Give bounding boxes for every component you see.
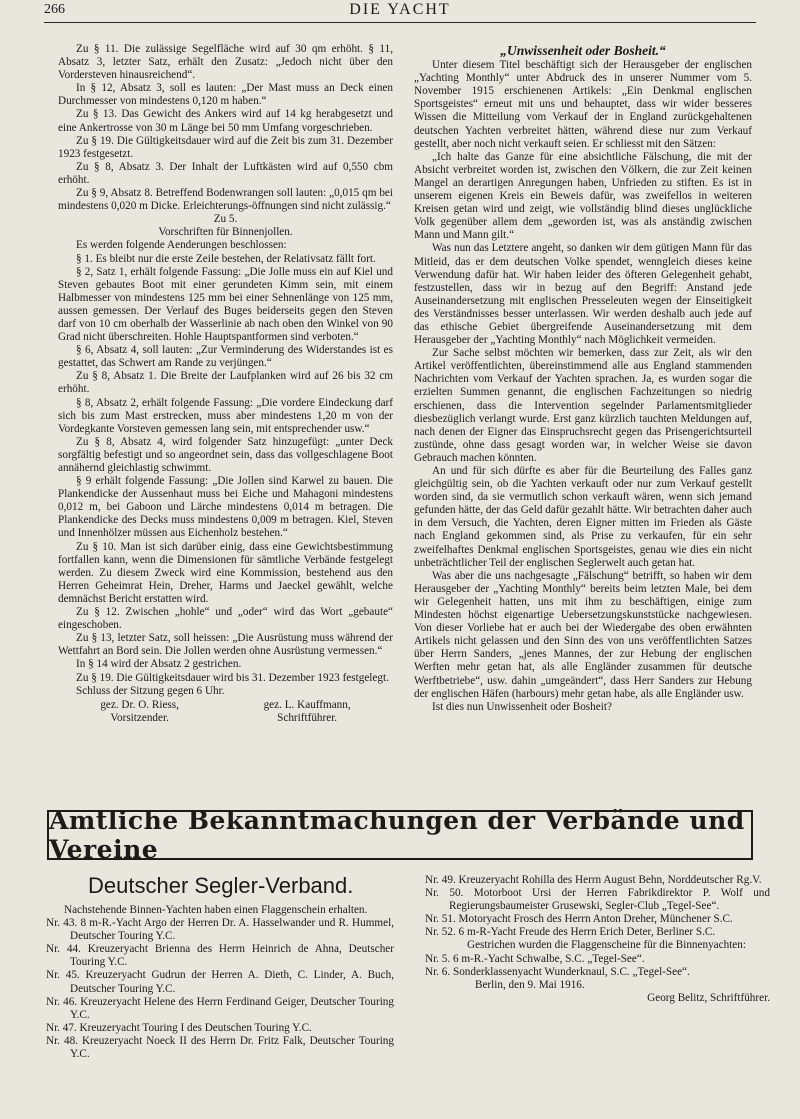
paragraph: § 2, Satz 1, erhält folgende Fassung: „Die Jolle muss ein auf Kiel und Steven gebautes Boot mit einer gerundeten Kimm sein, mit einem Halbmesser von mindestens 125 mm bei einer Sehnenlänge von 125 mm, aussen gemessen. Der Verlauf des Buges beiderseits gegen den Steven darf von 10 cm oberhalb der Wasserlinie ab nach oben den Winkel von 90 Grad nicht überschreiten. Hohle Hauptspantformen sind verboten.“ <box>58 265 393 344</box>
section-title: Deutscher Segler-Verband. <box>88 873 354 898</box>
signature-left <box>100 699 179 725</box>
paragraph: „Ich halte das Ganze für eine absichtliche Fälschung, die mit der Absicht verbreitet worden ist, zwischen den Völkern, die zur Zeit keinen Mangel an derartigen Anregungen haben, Unfrieden zu stiften. Es ist in unserem eigenen Kreis ein Beweis dafür, was zweifellos in weiteren Kreisen getan wird und zeigt, wie vollständig blind dieses unglückliche Volk gegenüber allem dem „geworden ist, was als anständig zwischen Mann und Mann gilt.“ <box>414 150 752 242</box>
paragraph: In § 12, Absatz 3, soll es lauten: „Der Mast muss an Deck einen Durchmesser von mindestens 0,120 m haben.“ <box>58 82 393 108</box>
signature-name: gez. L. Kauffmann, <box>263 698 351 711</box>
list-item: Nr. 50. Motorboot Ursi der Herren Fabrikdirektor P. Wolf und Regierungsbaumeister Grusewski, Segler-Club „Tegel-See“. <box>425 887 770 913</box>
paragraph: Zu § 19. Die Gültigkeitsdauer wird bis 31. Dezember 1923 festgelegt. <box>76 671 389 684</box>
announcements-banner: Amtliche Bekanntmachungen der Verbände und Vereine <box>47 810 753 860</box>
paragraph: Zu § 10. Man ist sich darüber einig, dass eine Gewichtsbestimmung fortfallen kann, wenn die Dimensionen für sämtliche Verbände festgelegt werden. Zu diesem Zweck wird eine Kommission, bestehend aus den Herren Geheimrat Hein, Dreher, Harms und Jaeckel gewählt, welche demnächst Bericht erstatten wird. <box>58 540 393 605</box>
paragraph: § 9 erhält folgende Fassung: „Die Jollen sind Karwel zu bauen. Die Plankendicke der Aussenhaut muss bei Eiche und Mahagoni mindestens 0,012 m, bei Gaboon und Lärche mindestens 0,014 m betragen. Die Plankendicke des Decks muss mindestens 0,009 m betragen. Kiel, Steven und Innenhölzer müssen aus Eichenholz bestehen.“ <box>58 475 393 540</box>
list-item: Nr. 43. 8 m-R.-Yacht Argo der Herren Dr. A. Hasselwander und R. Hummel, Deutscher Touring Y.C. <box>46 917 394 943</box>
struck-heading: Gestrichen wurden die Flaggenscheine für die Binnenyachten: <box>467 939 746 952</box>
paragraph: An und für sich dürfte es aber für die Beurteilung des Falles ganz gleichgültig sein, ob die Yachten verkauft oder nur zum Verkauf gestellt worden sind, da sie vermutlich schon verkauft wären, wenn sich jemand gefunden hätte, der das Geld dafür gezahlt hätte. Wir betrachten daher auch in dem Versuch, die Yachten, deren Eigner mitten im Frieden als Gäste nach England gekommen sind, als Prise zu verkaufen, für ein sehr zweifelhaftes Denkmal englischen Sportsgeistes, genau wie dies ein nicht unbeträchtlicher Teil der englischen Seglerwelt auch getan hat. <box>414 465 752 569</box>
list-item: Nr. 44. Kreuzeryacht Brienna des Herrn Heinrich de Ahna, Deutscher Touring Y.C. <box>46 943 394 969</box>
list-item: Nr. 47. Kreuzeryacht Touring I des Deutschen Touring Y.C. <box>46 1021 312 1034</box>
running-title: DIE YACHT <box>349 1 451 18</box>
list-item: Nr. 5. 6 m-R.-Yacht Schwalbe, S.C. „Tegel-See“. <box>425 952 645 965</box>
list-item: Nr. 52. 6 m-R-Yacht Freude des Herrn Erich Deter, Berliner S.C. <box>425 926 716 939</box>
signature: Georg Belitz, Schriftführer. <box>647 991 770 1004</box>
paragraph: Was aber die uns nachgesagte „Fälschung“ betrifft, so haben wir dem Herausgeber der „Yachting Monthly“ bereits beim letzten Male, bei dem wir Gelegenheit hatten, uns mit ihm zu beschäftigen, einige zum Mindesten höchst eigenartige Uebersetzungskunststücke nachgewiesen. Von dieser Vorliebe hat er auch bei der Wiedergabe des oben erwähnten Artikels nicht gelassen und den Sinn des von uns veröffentlichten Satzes über Herrn Sanders, „jenes Mannes, der zur Hebung der englischen Werften mehr getan hat, als alle Engländer zusammen für deutsche Werftbetriebe“, usw. dahin „umgeändert“, dass Herr Sanders zur Hebung der englischen Häfen (harbours) mehr getan habe, als alle Engländer usw. <box>414 569 752 700</box>
paragraph: Unter diesem Titel beschäftigt sich der Herausgeber der englischen „Yachting Monthly“ unter Abdruck des in unserer Nummer vom 5. November 1915 erschienenen Artikels: „Ein Denkmal englischen Sportsgeistes“ erneut mit uns und behauptet, dass wir wider besseres Wissen die Mitteilung vom Verkauf der in England zurückgehaltenen deutschen Yachten verbreitet hätten, während diese nur zum Verkauf gestellt, aber noch nicht verkauft seien. Er schliesst mit den Sätzen: <box>414 59 752 150</box>
paragraph: Zu § 8, Absatz 4, wird folgender Satz hinzugefügt: „unter Deck sorgfältig befestigt und so angeordnet sein, dass das vollgeschlagene Boot annähernd gleichlastig schwimmt. <box>58 435 393 474</box>
section-subheading: Vorschriften für Binnenjollen. <box>158 226 293 239</box>
left-column <box>58 43 393 725</box>
page-number: 266 <box>44 2 65 17</box>
signature-right <box>264 699 351 725</box>
paragraph: Zu § 8, Absatz 1. Die Breite der Laufplanken wird auf 26 bis 32 cm erhöht. <box>58 370 393 396</box>
paragraph: Ist dies nun Unwissenheit oder Bosheit? <box>432 700 612 713</box>
paragraph: § 1. Es bleibt nur die erste Zeile bestehen, der Relativsatz fällt fort. <box>76 252 376 265</box>
dsv-left-list <box>46 904 394 1061</box>
right-column <box>414 44 752 714</box>
list-item: Nr. 46. Kreuzeryacht Helene des Herrn Ferdinand Geiger, Deutscher Touring Y.C. <box>46 995 394 1021</box>
paragraph: Zu § 11. Die zulässige Segelfläche wird auf 30 qm erhöht. § 11, Absatz 3, letzter Satz, erhält den Zusatz: „Jedoch nicht über den Vordersteven hinausreichend“. <box>58 43 393 82</box>
signature-role: Schriftführer. <box>277 711 338 724</box>
paragraph: Zu § 13, letzter Satz, soll heissen: „Die Ausrüstung muss während der Wettfahrt an Bord sein. Die Jollen werden ohne Ausrüstung vermessen.“ <box>58 632 393 658</box>
list-item: Nr. 49. Kreuzeryacht Rohilla des Herrn August Behn, Norddeutscher Rg.V. <box>425 874 762 886</box>
signature-role: Vorsitzender. <box>110 711 169 724</box>
dateline: Berlin, den 9. Mai 1916. <box>475 978 585 991</box>
paragraph: Zu § 19. Die Gültigkeitsdauer wird auf die Zeit bis zum 31. Dezember 1923 festgesetzt. <box>58 134 393 160</box>
paragraph: Was nun das Letztere angeht, so danken wir dem gütigen Mann für das Mitleid, das er dem deutschen Volke spendet, wenngleich dieses keine Verwendung dafür hat. Wir haben leider des öfteren Gelegenheit gehabt, festzustellen, dass wir in bezug auf den Begriff: Anstand jede Auseinandersetzung mit englischen Presseleuten wegen der Einseitigkeit des Verständnisses besser unterlassen. Wir werden deshalb auch jede auf das ethische Gebiet übergreifende Auseinandersetzung mit dem Herausgeber der „Yachting Monthly“ nach Möglichkeit vermeiden. <box>414 242 752 347</box>
signature-name: gez. Dr. O. Riess, <box>100 698 179 711</box>
paragraph: Zu § 13. Das Gewicht des Ankers wird auf 14 kg herabgesetzt und eine Ankertrosse von 30 m Länge bei 50 mm Umfang vorgeschrieben. <box>58 108 393 134</box>
paragraph: Zu § 12. Zwischen „hohle“ und „oder“ wird das Wort „gebaute“ eingeschoben. <box>58 606 393 632</box>
paragraph: § 8, Absatz 2, erhält folgende Fassung: „Die vordere Eindeckung darf sich bis zum Mast erstrecken, muss aber mindestens 1,20 m von der Vordegkante Vorsteven gemessen lang sein, mit entsprechender usw.“ <box>58 396 393 435</box>
list-intro: Nachstehende Binnen-Yachten haben einen Flaggenschein erhalten. <box>64 904 368 916</box>
article-title: „Unwissenheit oder Bosheit.“ <box>500 43 666 58</box>
paragraph: Zur Sache selbst möchten wir bemerken, dass zur Zeit, als wir den Artikel veröffentlichten, übereinstimmend alle aus England stammenden Nachrichten vom Verkauf der Yachten sprachen. Ja, es wurden sogar die erzielten Summen genannt, die englischen Fachzeitungen so niedrig erschienen, dass die Intervention segelnder Parlamentsmitglieder diesbezüglich verlangt wurde. Erst ganz kürzlich tauchten Meldungen auf, nach denen der Eigner das Einspruchsrecht gegen das Prisengerichtsurteil zustünde, ohne dass gesagt worden war, in welcher Weise sie davon Gebrauch machen könnten. <box>414 347 752 464</box>
list-item: Nr. 51. Motoryacht Frosch des Herrn Anton Dreher, Münchener S.C. <box>425 913 733 926</box>
list-item: Nr. 45. Kreuzeryacht Gudrun der Herren A. Dieth, C. Linder, A. Buch, Deutscher Touring Y.C. <box>46 969 394 995</box>
paragraph: Es werden folgende Aenderungen beschlossen: <box>76 239 287 252</box>
paragraph: § 6, Absatz 4, soll lauten: „Zur Verminderung des Widerstandes ist es gestattet, das Schwert am Rande zu verjüngen.“ <box>58 344 393 370</box>
list-item: Nr. 6. Sonderklassenyacht Wunderknaul, S.C. „Tegel-See“. <box>425 965 690 978</box>
signature-block <box>58 699 393 725</box>
dsv-right-list <box>425 874 770 1005</box>
paragraph: Zu § 8, Absatz 3. Der Inhalt der Luftkästen wird auf 0,550 cbm erhöht. <box>58 160 393 186</box>
section-number: Zu 5. <box>213 213 238 226</box>
paragraph: Schluss der Sitzung gegen 6 Uhr. <box>76 684 225 697</box>
header-rule <box>44 22 756 23</box>
paragraph: In § 14 wird der Absatz 2 gestrichen. <box>76 658 242 671</box>
list-item: Nr. 48. Kreuzeryacht Noeck II des Herrn Dr. Fritz Falk, Deutscher Touring Y.C. <box>46 1034 394 1061</box>
paragraph: Zu § 9, Absatz 8. Betreffend Bodenwrangen soll lauten: „0,015 qm bei mindestens 0,020 m Dicke. Erleichterungs-öffnungen sind nicht zulässig.“ <box>58 187 393 213</box>
